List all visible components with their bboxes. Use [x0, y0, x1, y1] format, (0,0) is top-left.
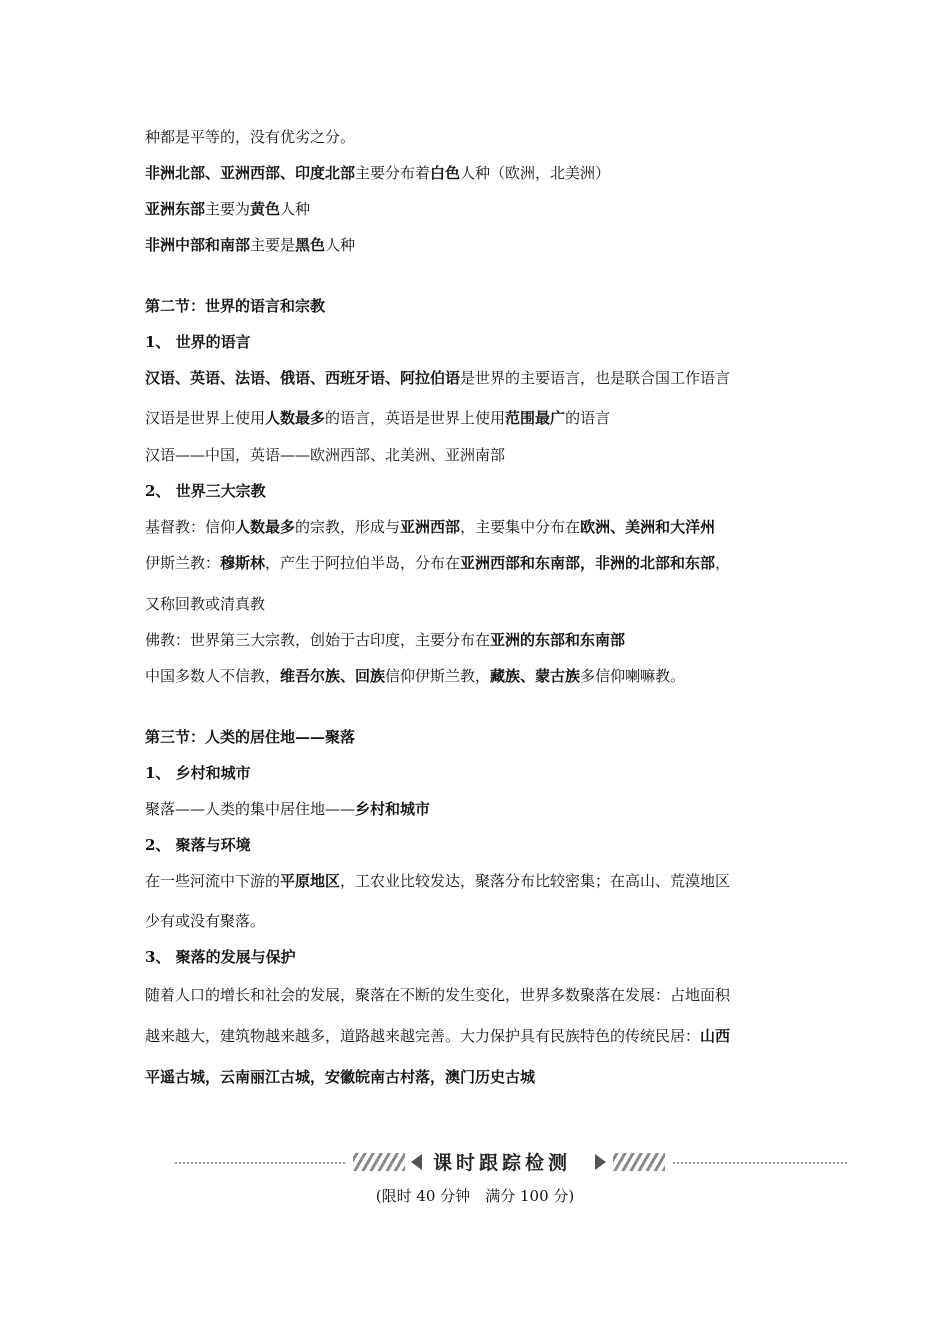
banner-dotted-line-right: [673, 1162, 847, 1164]
race-line-white: 非洲北部、亚洲西部、印度北部主要分布着白色人种（欧洲，北美洲）: [145, 164, 611, 182]
language-line-2: 汉语是世界上使用人数最多的语言，英语是世界上使用范围最广的语言: [145, 409, 611, 427]
china-religion-line: 中国多数人不信教，维吾尔族、回族信仰伊斯兰教，藏族、蒙古族多信仰喇嘛教。: [145, 667, 686, 685]
language-line-3: 汉语——中国，英语——欧洲西部、北美洲、亚洲南部: [145, 446, 506, 464]
buddhism-line: 佛教：世界第三大宗教，创始于古印度，主要分布在亚洲的东部和东南部: [145, 631, 626, 649]
islam-line-2: 又称回教或清真教: [145, 595, 266, 613]
section3-heading-2: 2、 聚落与环境: [145, 836, 251, 854]
islam-line-1: 伊斯兰教：穆斯林，产生于阿拉伯半岛，分布在亚洲西部和东南部，非洲的北部和东部，: [145, 554, 731, 572]
settlement-line-1: 聚落——人类的集中居住地——乡村和城市: [145, 800, 431, 818]
race-line-yellow: 亚洲东部主要为黄色人种: [145, 200, 311, 218]
development-line-3: 平遥古城，云南丽江古城，安徽皖南古村落，澳门历史古城: [145, 1068, 536, 1086]
section2-title: 第二节：世界的语言和宗教: [145, 297, 326, 315]
banner-dotted-line-left: [175, 1162, 345, 1164]
section3-heading-3: 3、 聚落的发展与保护: [145, 948, 296, 966]
banner-subtitle: (限时 40 分钟 满分 100 分): [375, 1187, 575, 1205]
intro-line: 种都是平等的，没有优劣之分。: [145, 128, 356, 146]
banner-stripes-left: [353, 1153, 405, 1171]
race-line-black: 非洲中部和南部主要是黑色人种: [145, 236, 356, 254]
banner-stripes-right: [613, 1153, 665, 1171]
section3-heading-1: 1、 乡村和城市: [145, 764, 251, 782]
section2-heading-language: 1、 世界的语言: [145, 333, 251, 351]
development-line-2: 越来越大，建筑物越来越多，道路越来越完善。大力保护具有民族特色的传统民居：山西: [145, 1027, 731, 1045]
environment-line-1: 在一些河流中下游的平原地区，工农业比较发达，聚落分布比较密集；在高山、荒漠地区: [145, 872, 731, 890]
development-line-1: 随着人口的增长和社会的发展，聚落在不断的发生变化，世界多数聚落在发展：占地面积: [145, 986, 731, 1004]
banner-arrow-left-icon: [411, 1154, 422, 1170]
banner-arrow-right-icon: [595, 1154, 606, 1170]
christianity-line: 基督教：信仰人数最多的宗教，形成与亚洲西部，主要集中分布在欧洲、美洲和大洋州: [145, 518, 716, 536]
section-banner: [175, 1150, 847, 1176]
section2-heading-religion: 2、 世界三大宗教: [145, 482, 266, 500]
section3-title: 第三节：人类的居住地——聚落: [145, 728, 356, 746]
language-line-1: 汉语、英语、法语、俄语、西班牙语、阿拉伯语是世界的主要语言，也是联合国工作语言: [145, 369, 731, 387]
environment-line-2: 少有或没有聚落。: [145, 912, 266, 930]
banner-title: 课时跟踪检测: [433, 1152, 572, 1174]
